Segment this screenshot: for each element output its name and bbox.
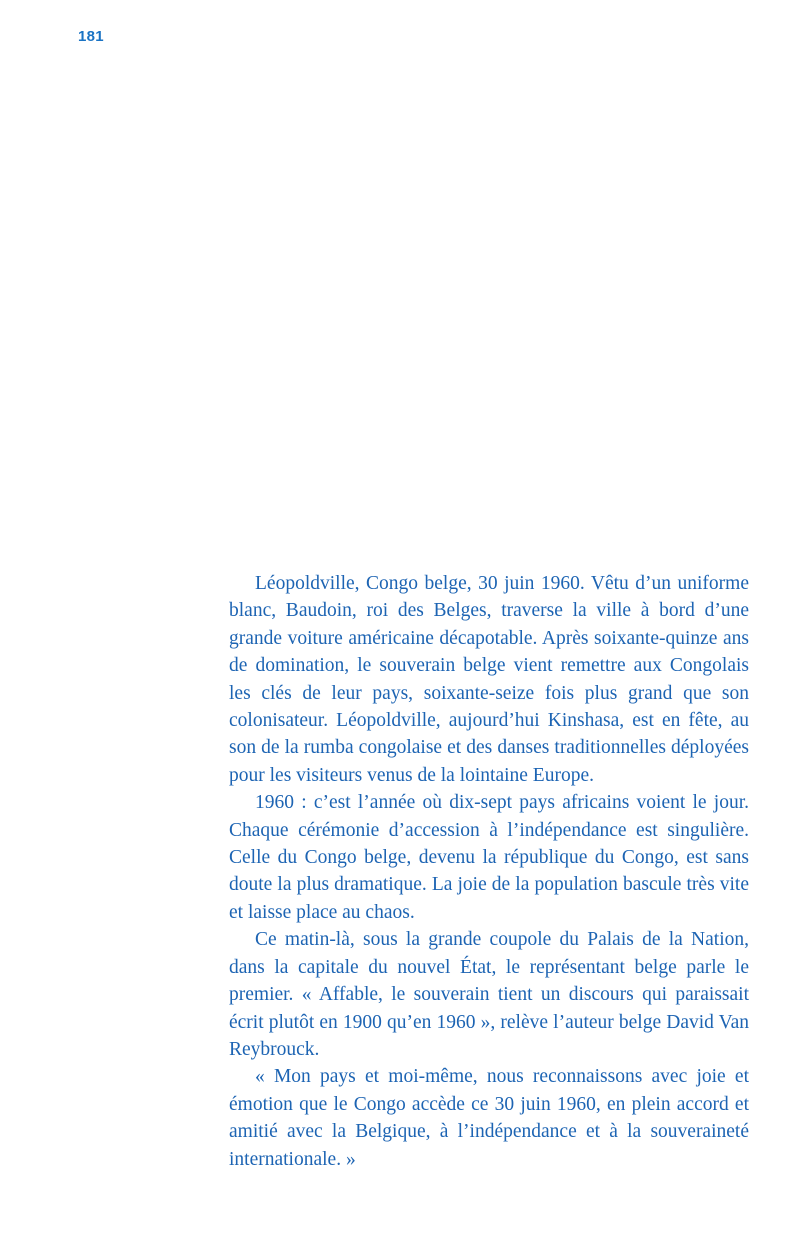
paragraph: « Mon pays et moi-même, nous reconnaissons avec joie et émotion que le Congo accède ce 30 juin 1960, en plein accord et amitié avec la Belgique, à l’indépendance et à la souveraineté internationale. » bbox=[229, 1066, 749, 1170]
body-text bbox=[229, 570, 749, 1173]
paragraph: 1960 : c’est l’année où dix-sept pays africains voient le jour. Chaque cérémonie d’accession à l’indépendance est singulière. Celle du Congo belge, devenu la république du Congo, est sans doute la plus dramatique. La joie de la population bascule très vite et laisse place au chaos. bbox=[229, 792, 749, 923]
paragraph: Léopoldville, Congo belge, 30 juin 1960. Vêtu d’un uniforme blanc, Baudoin, roi des Belges, traverse la ville à bord d’une grande voiture américaine décapotable. Après soixante-quinze ans de domination, le souverain belge vient remettre aux Congolais les clés de leur pays, soixante-seize fois plus grand que son colonisateur. Léopoldville, aujourd’hui Kinshasa, est en fête, au son de la rumba congolaise et des danses traditionnelles déployées pour les visiteurs venus de la lointaine Europe. bbox=[229, 573, 749, 786]
paragraph: Ce matin-là, sous la grande coupole du Palais de la Nation, dans la capitale du nouvel État, le représentant belge parle le premier. « Affable, le souverain tient un discours qui paraissait écrit plutôt en 1900 qu’en 1960 », relève l’auteur belge David Van Reybrouck. bbox=[229, 929, 749, 1060]
page-number: 181 bbox=[78, 28, 104, 45]
